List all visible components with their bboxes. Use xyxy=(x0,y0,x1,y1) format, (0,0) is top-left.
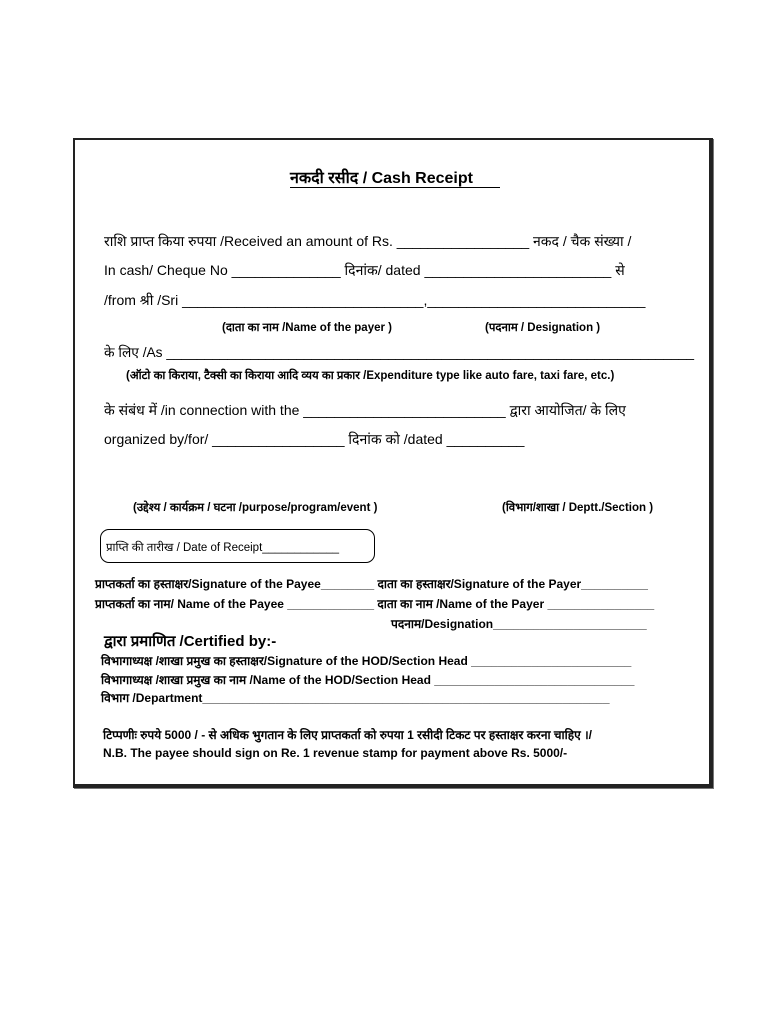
hod-signature-line: विभागाध्यक्ष /शाखा प्रमुख का हस्ताक्षर/Signature of the HOD/Section Head ________________________ xyxy=(101,654,632,668)
amount-line: राशि प्राप्त किया रुपया /Received an amount of Rs. _________________ नकद / चैक संख्या / xyxy=(104,233,632,249)
organized-line: organized by/for/ _________________ दिनांक को /dated __________ xyxy=(104,431,525,447)
receipt-title: नकदी रसीद / Cash Receipt xyxy=(290,170,473,187)
designation-caption: (पदनाम / Designation ) xyxy=(485,322,601,334)
department-line: विभाग /Department_____________________________________________________________ xyxy=(101,691,610,705)
title-underline xyxy=(290,187,500,188)
date-of-receipt-label: प्राप्ति की तारीख / Date of Receipt____________ xyxy=(106,542,340,554)
signature-row: प्राप्तकर्ता का हस्ताक्षर/Signature of the Payee________ दाता का हस्ताक्षर/Signature of the Payer__________ xyxy=(95,577,648,591)
note-english: N.B. The payee should sign on Re. 1 revenue stamp for payment above Rs. 5000/- xyxy=(103,746,568,760)
name-row: प्राप्तकर्ता का नाम/ Name of the Payee _____________ दाता का नाम /Name of the Payer ________________ xyxy=(95,597,655,611)
as-line: के लिए /As _____________________________________________________________________ xyxy=(104,345,695,360)
cheque-line: In cash/ Cheque No ______________ दिनांक/ dated ________________________ से xyxy=(104,262,625,278)
note-hindi: टिप्पणीः रुपये 5000 / - से अधिक भुगतान के लिए प्राप्तकर्ता को रुपया 1 रसीदी टिकट पर हस्ताक्षर करना चाहिए ।/ xyxy=(103,728,592,742)
from-line: /from श्री /Sri _______________________________,____________________________ xyxy=(104,292,646,308)
certified-heading: द्वारा प्रमाणित /Certified by:- xyxy=(104,633,277,650)
expenditure-caption: (ऑटो का किराया, टैक्सी का किराया आदि व्यय का प्रकार /Expenditure type like auto fare, taxi fare, etc.) xyxy=(126,370,615,382)
connection-line: के संबंध में /in connection with the __________________________ द्वारा आयोजित/ के लिए xyxy=(104,402,626,418)
payer-name-caption: (दाता का नाम /Name of the payer ) xyxy=(222,322,392,334)
hod-name-line: विभागाध्यक्ष /शाखा प्रमुख का नाम /Name of the HOD/Section Head ______________________________ xyxy=(101,673,635,687)
section-caption: (विभाग/शाखा / Deptt./Section ) xyxy=(502,502,654,514)
designation-row: पदनाम/Designation_______________________ xyxy=(391,617,647,631)
purpose-caption: (उद्देश्य / कार्यक्रम / घटना /purpose/program/event ) xyxy=(133,502,378,514)
date-of-receipt-box xyxy=(100,529,375,563)
